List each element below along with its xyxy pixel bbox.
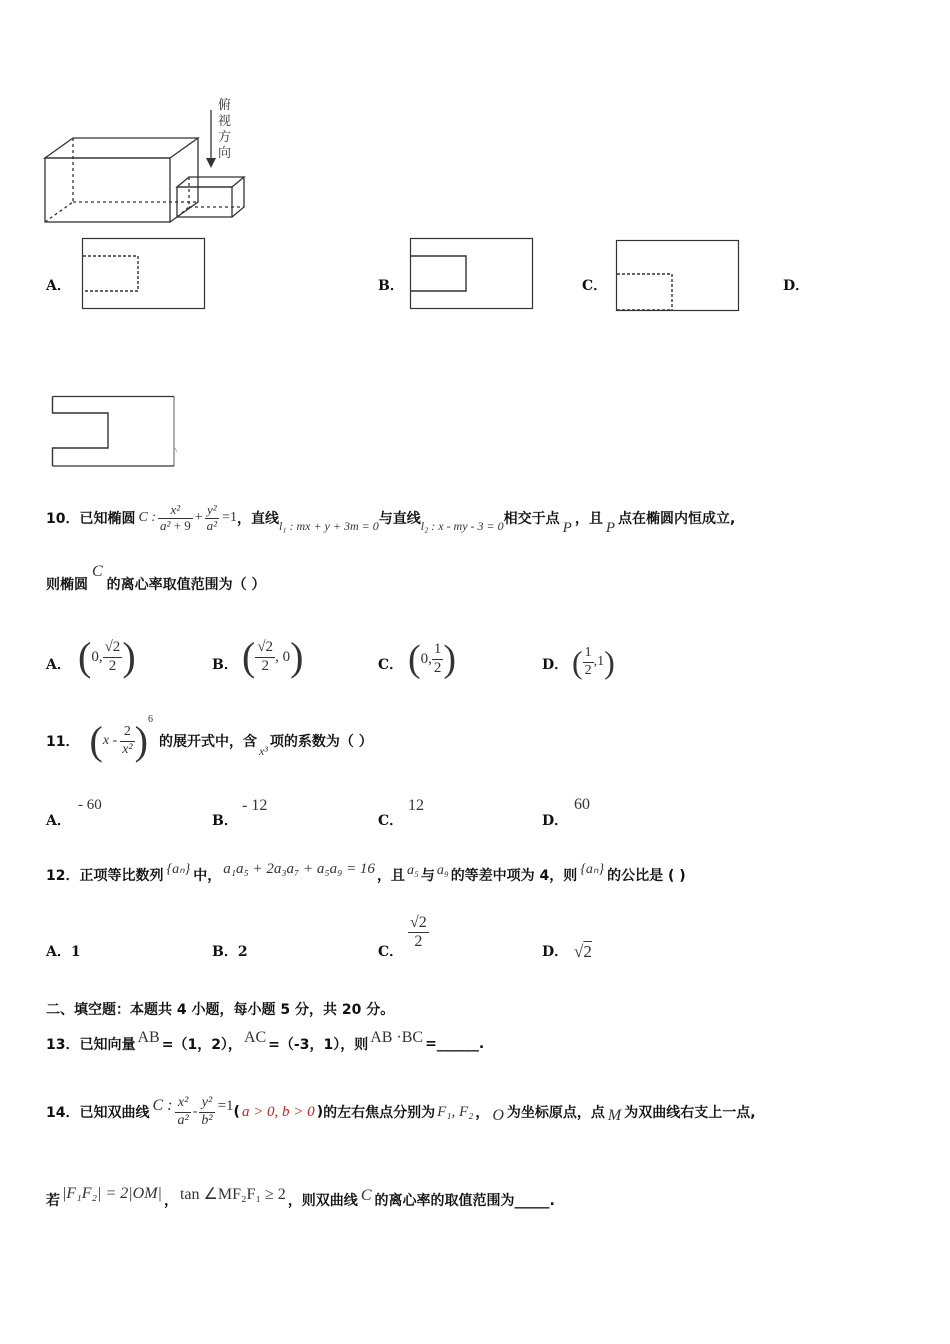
q10-d-comma-one: ,1 [593,654,605,669]
q9-option-d-figure [52,396,178,468]
q13-dot-product: AB ·BC [370,1029,424,1046]
q11-option-d-value: 60 [574,796,590,813]
section2-title: 二、填空题：本题共 4 小题，每小题 5 分，共 20 分。 [46,1002,395,1018]
q14-cond-open: ( [233,1104,240,1120]
q14-text-comma2: ， [163,1193,178,1209]
q12-c-denominator: 2 [414,933,423,951]
q14-text-branch: 为双曲线右支上一点, [624,1105,756,1121]
q11-option-a-label: A． [46,813,71,829]
q14-hyperbola-c: C : [152,1097,173,1114]
q10-number: 10．已知椭圆 [46,511,136,527]
q11-option-c-label: C． [378,813,404,829]
q12-option-b: B．2 [212,944,248,960]
q11-number: 11． [46,734,80,750]
q10-text-inside: 点在椭圆内恒成立, [618,511,736,527]
q14-answer-blank[interactable]: 的离心率的取值范围为_____. [374,1193,555,1209]
q10-ellipse-frac2: $\frac{\text{y²}}{\text{a²}}$ [206,501,218,533]
q14-origin: O [492,1107,504,1124]
q14-text-if: 若 [46,1193,60,1209]
q10-plus-nine: + 9 [173,517,191,533]
q11-text-expansion: 的展开式中，含 [158,734,257,750]
q10-stem-line1: 10．已知椭圆 C : $\frac{\text{x²}}{\text{a² + 9}}$ + $\frac{\text{y²}}{\text{a²}}$ =1 ，直线 l₁ : mx + y + 3m = 0 与直线 l₂ : x - my - 3 = 0 相交于点 P ，且 P 点在椭圆内恒成立, [46,501,736,536]
q12-number: 12．正项等比数列 [46,868,164,884]
q14-eq-one: =1 [217,1097,234,1114]
q11-power: 6 [147,713,153,725]
q12-seq-an: {aₙ} [166,861,191,877]
q14-abs-equation: |F₁F₂| = 2|OM| [62,1185,162,1202]
q11-text-coef: 项的系数为（ ） [269,734,373,750]
q13-vector-ac: AC [243,1029,267,1046]
q10-c-numerator: 1 [432,641,444,659]
q10-option-a-value: ( 0, $\frac{√2}{2}$ ) [78,634,136,679]
q10-c-zero: 0, [420,650,432,667]
q10-line2-eq: l₂ : x - my - 3 = 0 [420,518,504,533]
q12-text-with: 与 [420,868,435,884]
q10-option-d-label: D． [542,657,569,673]
q12-text-ratio: 的公比是 ( ) [607,868,686,884]
q9-option-b-figure [410,238,534,310]
q10-line1-eq: l₁ : mx + y + 3m = 0 [278,518,379,533]
q11-option-b-label: B． [212,813,238,829]
q12-stem [46,855,686,895]
q10-a-zero: 0, [91,648,103,665]
q10-option-b-label: B． [212,657,238,673]
q10-b-comma-zero: , 0 [275,648,291,665]
q10-text-then: 则椭圆 [46,577,88,593]
q10-point-p1: P [562,519,572,536]
q14-number: 14．已知双曲线 [46,1105,150,1121]
q10-c-denominator: 2 [433,659,442,676]
q11-option-b-value: - 12 [242,797,268,814]
q11-x-cubed: x³ [258,743,268,758]
q12-option-a: A．1 [46,944,81,960]
q14-minus: - [192,1104,198,1119]
q11-option-c-value: 12 [408,797,424,814]
q14-hyperbola-c2: C [360,1187,372,1204]
q13-text-ac-value: =（-3，1），则 [268,1037,369,1053]
q14-stem-line2 [46,1180,555,1220]
q12-text-in: 中， [193,868,222,884]
q10-option-a-label: A． [46,657,71,673]
q11-stem: 11． ( x - $\frac{2}{\text{x²}}$ ) 6 的展开式中，含 x³ 项的系数为（ ） [46,713,373,763]
q10-ellipse-frac1: $\frac{\text{x²}}{\text{a² + 9}}$ [159,501,191,533]
q13-answer-blank[interactable]: =______. [425,1036,485,1052]
q12-a5: a₅ [406,863,419,878]
q12-a9: a₉ [436,863,449,878]
q12-option-d-label: D． [542,944,569,960]
q10-ellipse-c: C : [138,510,156,525]
q14-point-m: M [607,1107,622,1124]
q10-point-p2: P [605,519,615,536]
q13-number: 13．已知向量 [46,1037,136,1053]
q12-seq-an2: {aₙ} [580,861,605,877]
q10-text-and: ，且 [574,511,603,527]
q14-text-origin: 为坐标原点，点 [506,1105,605,1121]
q12-text-and: ，且 [376,868,405,884]
q12-text-mean: 的等差中项为 4，则 [450,868,578,884]
q14-stem-line1: 14．已知双曲线 C : $\frac{\text{x²}}{\text{a²}}$ - $\frac{\text{y²}}{\text{b²}}$ =1 ( a > 0, b > 0 ) 的左右焦点分别为 F₁, F₂ ， O 为坐标原点，点 M 为双曲线右支上一点, [46,1095,756,1128]
q12-seq-an2-text: aₙ [585,861,599,877]
q14-text-comma: ， [475,1105,490,1121]
q9-option-a-figure [82,238,206,310]
view-direction-label: 俯视方向 [218,98,232,161]
q9-option-b-label: B． [378,278,404,294]
q13-text-ab-value: =（1，2）， [161,1037,242,1053]
q10-d-numerator: 1 [583,645,594,662]
q10-text-intersect: 相交于点 [503,511,560,527]
q14-tan-inequality: tan ∠MF₂F₁ ≥ 2 [179,1186,286,1203]
q14-condition: a > 0, b > 0 [241,1103,315,1120]
q14-text-then: ，则双曲线 [287,1193,358,1209]
q12-option-c-value: $\frac{√2}{2}$ [410,914,427,951]
q14-text-foci: 的左右焦点分别为 [323,1105,436,1121]
q10-text-ecc: 的离心率取值范围为（ ） [106,577,266,593]
q11-x-minus: x - [102,733,118,748]
q12-seq-an-text: aₙ [172,861,185,877]
q10-text-line: ，直线 [236,511,279,527]
q12-option-d-value: √2 [574,942,592,961]
q9-option-c-label: C． [582,278,608,294]
q11-option-d-label: D． [542,813,569,829]
q10-eq-one: =1 [222,510,237,525]
q9-option-c-figure [616,240,740,312]
q14-foci: F₁, F₂ [437,1103,474,1120]
q10-option-c-value: ( 0, $\frac{1}{2}$ ) [408,638,457,680]
q10-option-d-value: ( $\frac{1}{2}$ ,1 ) [572,644,615,680]
q10-text-and-line: 与直线 [378,511,421,527]
q14-cond-close: ) [316,1104,324,1120]
q13-vector-ab: AB [137,1029,160,1046]
q11-option-a-value: - 60 [78,797,102,813]
q10-option-c-label: C． [378,657,404,673]
q12-equation: a₁a₅ + 2a₃a₇ + a₅a₉ = 16 [223,860,375,877]
q9-option-a-label: A． [46,278,71,294]
q10-stem-line2 [46,563,266,602]
q10-option-b-value: ( $\frac{√2}{2}$ , 0 ) [242,634,304,679]
q10-ellipse-c2: C [92,563,103,580]
q10-d-denominator: 2 [584,662,592,678]
q9-option-d-label: D． [783,278,810,294]
q13-stem [46,1024,484,1064]
q12-option-c-label: C． [378,944,404,960]
